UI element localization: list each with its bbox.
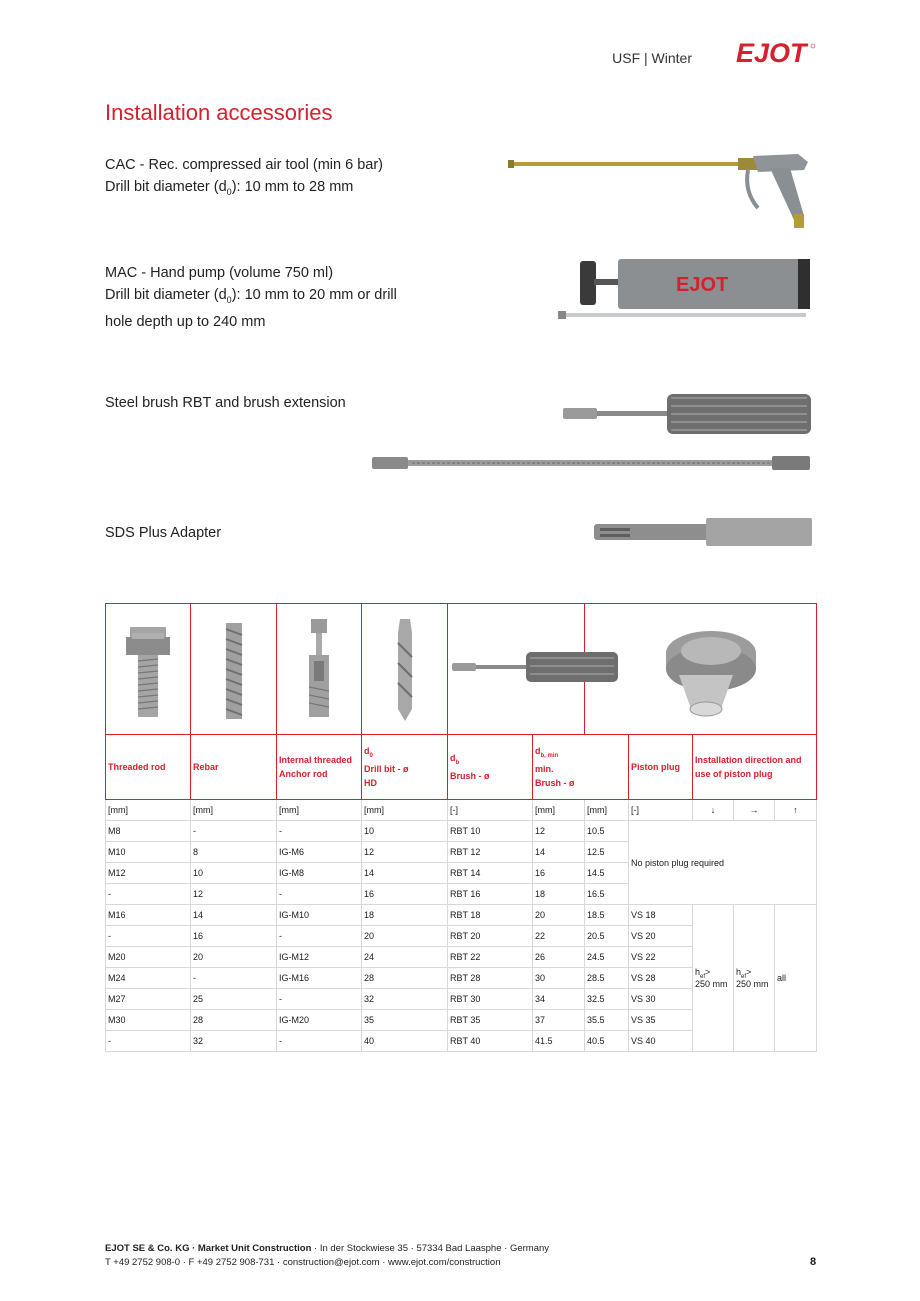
col-brush: $d_b$ Brush - ø: [448, 735, 533, 800]
cell: M20: [106, 947, 191, 968]
col-brush-min: $d_{b, min}$ min. Brush - ø: [533, 735, 629, 800]
cell: RBT 22: [448, 947, 533, 968]
cell: -: [277, 1031, 362, 1052]
product-mac-title: MAC - Hand pump (volume 750 ml): [105, 265, 334, 281]
cell: RBT 40: [448, 1031, 533, 1052]
cell: 28.5: [585, 968, 629, 989]
cell: IG-M20: [277, 1010, 362, 1031]
col-anchor-rod: Internal threaded Anchor rod: [277, 735, 362, 800]
product-sds-description: [105, 522, 221, 544]
product-cac-description: [105, 154, 383, 203]
table-unit-row: [106, 800, 817, 821]
cell: 8: [191, 842, 277, 863]
cell: -: [277, 884, 362, 905]
hand-pump-image: [558, 255, 814, 325]
cell: 28: [362, 968, 448, 989]
cell: 14: [191, 905, 277, 926]
brush-extension-image: [372, 452, 812, 474]
product-mac-depth: hole depth up to 240 mm: [105, 313, 266, 330]
cell: 25: [191, 989, 277, 1010]
threaded-rod-image-cell: [106, 604, 191, 735]
unit-cell: [mm]: [533, 800, 585, 821]
cell: 14.5: [585, 863, 629, 884]
unit-cell: [mm]: [277, 800, 362, 821]
product-cac-drill-range: Drill bit diameter $(d_0)$: 10 mm to 28 mm: [105, 179, 354, 197]
no-piston-plug-note: No piston plug required: [629, 821, 817, 905]
cell: 20: [362, 926, 448, 947]
cell: RBT 20: [448, 926, 533, 947]
page-number: 8: [810, 1256, 817, 1268]
arrow-right-icon: →: [734, 800, 775, 821]
cell: M24: [106, 968, 191, 989]
product-brush-title: Steel brush RBT and brush extension: [105, 395, 346, 411]
cell: 16.5: [585, 884, 629, 905]
cell: M12: [106, 863, 191, 884]
product-mac-description: [105, 262, 397, 333]
cell: M30: [106, 1010, 191, 1031]
cell: 18: [533, 884, 585, 905]
cell: RBT 30: [448, 989, 533, 1010]
unit-cell: [-]: [448, 800, 533, 821]
cell: -: [277, 989, 362, 1010]
cell: -: [106, 884, 191, 905]
cell: 12: [362, 842, 448, 863]
table-row: [106, 905, 817, 926]
cell: VS 28: [629, 968, 693, 989]
cell: RBT 16: [448, 884, 533, 905]
cell: 24: [362, 947, 448, 968]
cell: M27: [106, 989, 191, 1010]
cell: RBT 18: [448, 905, 533, 926]
piston-plug-icon: [641, 613, 761, 723]
cell: RBT 28: [448, 968, 533, 989]
cell: -: [191, 821, 277, 842]
cell: IG-M8: [277, 863, 362, 884]
cell: 14: [362, 863, 448, 884]
col-drill-bit: $d_0$ Drill bit - ø HD: [362, 735, 448, 800]
cell: IG-M6: [277, 842, 362, 863]
unit-cell: [mm]: [585, 800, 629, 821]
ejot-logo-text: EJOT: [736, 38, 807, 68]
arrow-down-icon: ↓: [693, 800, 734, 821]
cell: 37: [533, 1010, 585, 1031]
page-title: Installation accessories: [105, 100, 333, 125]
cell: RBT 12: [448, 842, 533, 863]
cell: VS 20: [629, 926, 693, 947]
cell: 28: [191, 1010, 277, 1031]
cell: 34: [533, 989, 585, 1010]
cell: 35: [362, 1010, 448, 1031]
cell: VS 30: [629, 989, 693, 1010]
footer-address: · In der Stockwiese 35 · 57334 Bad Laasphe · Germany: [311, 1243, 550, 1254]
col-threaded-rod: Threaded rod: [106, 735, 191, 800]
cell: 26: [533, 947, 585, 968]
cell: 20: [191, 947, 277, 968]
cell: 40: [362, 1031, 448, 1052]
cell: 10: [362, 821, 448, 842]
product-cac-title: CAC - Rec. compressed air tool (min 6 bar): [105, 157, 383, 173]
cell: 32.5: [585, 989, 629, 1010]
hef-horizontal-cell: $h_{ef}>$ 250 mm: [734, 905, 775, 1052]
cell: VS 35: [629, 1010, 693, 1031]
rebar-icon: [214, 613, 254, 723]
col-rebar: Rebar: [191, 735, 277, 800]
cell: 20: [533, 905, 585, 926]
cell: 16: [191, 926, 277, 947]
cell: 12: [533, 821, 585, 842]
cell: M10: [106, 842, 191, 863]
cell: 40.5: [585, 1031, 629, 1052]
ejot-logo: [736, 38, 816, 68]
cell: 24.5: [585, 947, 629, 968]
rebar-image-cell: [191, 604, 277, 735]
unit-cell: [mm]: [191, 800, 277, 821]
unit-cell: [mm]: [106, 800, 191, 821]
accessory-spec-table: [105, 603, 817, 1052]
compressed-air-tool-image: [508, 148, 813, 233]
cell: 18: [362, 905, 448, 926]
cell: -: [106, 1031, 191, 1052]
cell: 30: [533, 968, 585, 989]
unit-cell: [mm]: [362, 800, 448, 821]
anchor-rod-icon: [299, 613, 339, 723]
steel-brush-image: [563, 390, 813, 440]
cell: -: [277, 926, 362, 947]
footer-company: EJOT SE & Co. KG · Market Unit Construction: [105, 1243, 312, 1254]
footer-contact: T +49 2752 908-0 · F +49 2752 908-731 · construction@ejot.com · www.ejot.com/construction: [105, 1257, 501, 1268]
arrow-up-icon: ↑: [775, 800, 817, 821]
cell: 20.5: [585, 926, 629, 947]
product-brush-description: [105, 392, 346, 414]
drill-bit-icon: [390, 613, 420, 723]
table-image-row: [106, 604, 817, 735]
sds-adapter-image: [594, 516, 814, 548]
cell: IG-M10: [277, 905, 362, 926]
product-mac-drill-range: Drill bit diameter $(d_0)$: 10 mm to 20 mm or drill: [105, 287, 397, 305]
cell: IG-M12: [277, 947, 362, 968]
hef-down-cell: $h_{ef}>$ 250 mm: [693, 905, 734, 1052]
cell: RBT 10: [448, 821, 533, 842]
cell: 10.5: [585, 821, 629, 842]
all-up-cell: all: [775, 905, 817, 1052]
brush-icon: [450, 648, 620, 688]
cell: 16: [362, 884, 448, 905]
cell: VS 40: [629, 1031, 693, 1052]
table-row: [106, 821, 817, 842]
cell: M8: [106, 821, 191, 842]
cell: RBT 35: [448, 1010, 533, 1031]
cell: VS 18: [629, 905, 693, 926]
cell: -: [191, 968, 277, 989]
cell: 41.5: [533, 1031, 585, 1052]
cell: 16: [533, 863, 585, 884]
table-header-row: [106, 735, 817, 800]
cell: 32: [191, 1031, 277, 1052]
footer: [105, 1242, 549, 1270]
cell: VS 22: [629, 947, 693, 968]
cell: 32: [362, 989, 448, 1010]
cell: 14: [533, 842, 585, 863]
cell: -: [106, 926, 191, 947]
pump-logo-text: EJOT: [676, 274, 729, 296]
cell: RBT 14: [448, 863, 533, 884]
cell: 12: [191, 884, 277, 905]
cell: 10: [191, 863, 277, 884]
col-installation: Installation direction and use of piston plug: [693, 735, 817, 800]
cell: M16: [106, 905, 191, 926]
unit-cell: [-]: [629, 800, 693, 821]
brush-image-cell: [448, 604, 585, 735]
cell: IG-M16: [277, 968, 362, 989]
cell: -: [277, 821, 362, 842]
anchor-rod-image-cell: [277, 604, 362, 735]
cell: 35.5: [585, 1010, 629, 1031]
drill-bit-image-cell: [362, 604, 448, 735]
cell: 22: [533, 926, 585, 947]
threaded-rod-icon: [118, 613, 178, 723]
col-piston-plug: Piston plug: [629, 735, 693, 800]
product-sds-title: SDS Plus Adapter: [105, 525, 222, 541]
cell: 12.5: [585, 842, 629, 863]
cell: 18.5: [585, 905, 629, 926]
header-section-label: USF | Winter: [612, 50, 692, 66]
